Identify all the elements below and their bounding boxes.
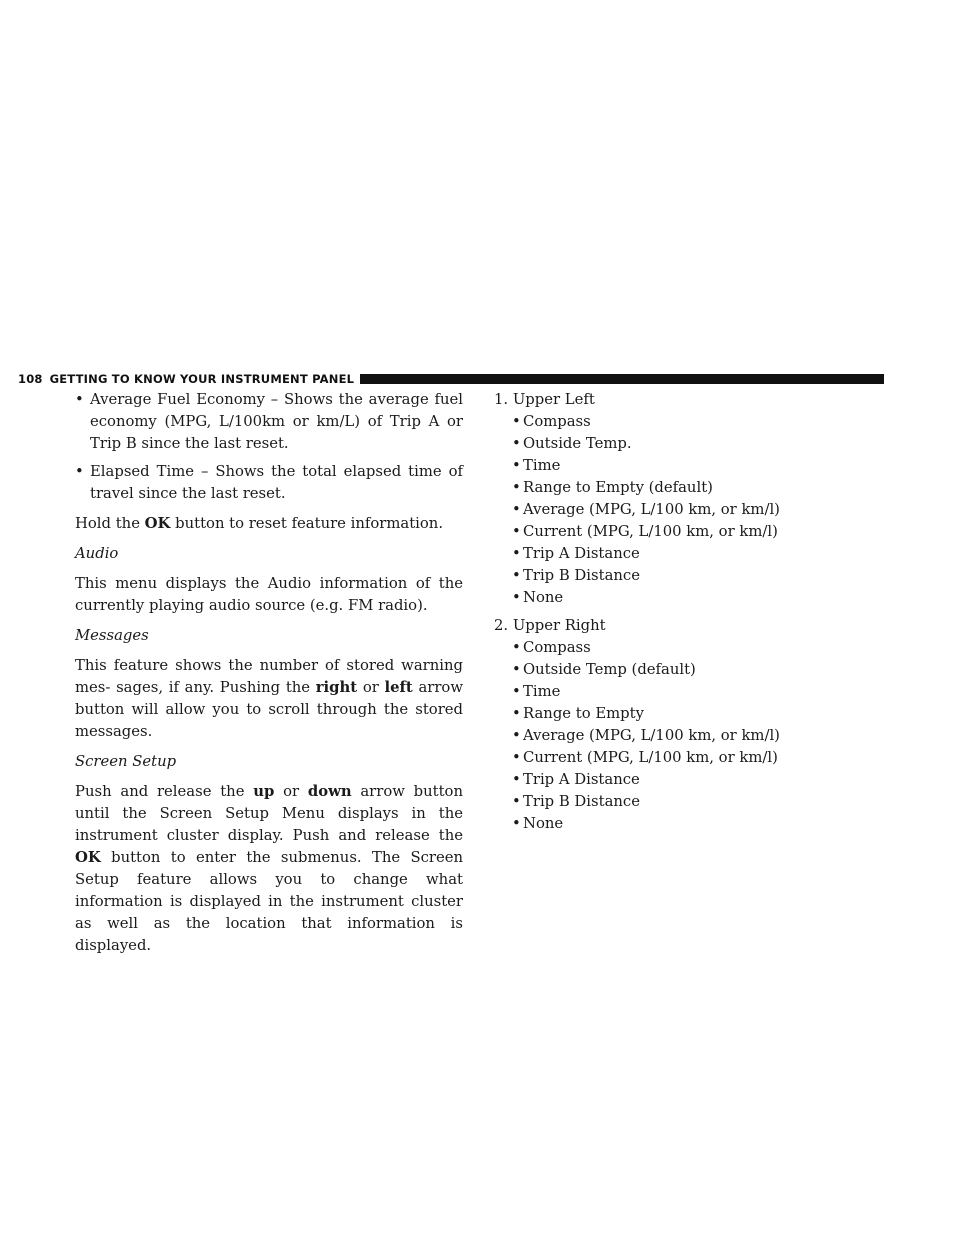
list-item: • Trip B Distance: [512, 565, 894, 587]
list-item: • Outside Temp.: [512, 433, 894, 455]
upper-left-list: [494, 389, 894, 609]
list-item: • None: [512, 813, 894, 835]
list-item: • None: [512, 587, 894, 609]
bullet-icon: •: [512, 545, 521, 562]
bullet-average-fuel-economy: [75, 389, 463, 455]
audio-heading: Audio: [75, 545, 119, 562]
bullet-icon: •: [512, 479, 521, 496]
bullet-icon: •: [512, 589, 521, 606]
upper-right-label: 2. Upper Right: [494, 617, 606, 634]
bullet-icon: •: [75, 463, 84, 480]
upper-left-label: 1. Upper Left: [494, 391, 595, 408]
list-item: • Trip A Distance: [512, 543, 894, 565]
left-column: [75, 389, 463, 965]
bullet-elapsed-time: [75, 461, 463, 505]
ok-keyword: OK: [75, 849, 101, 866]
bullet-icon: •: [512, 793, 521, 810]
list-item: • Compass: [512, 411, 894, 433]
bullet-icon: •: [512, 501, 521, 518]
bullet-icon: •: [512, 435, 521, 452]
list-item: • Average (MPG, L/100 km, or km/l): [512, 499, 894, 521]
screen-setup-paragraph: Push and release the up or down arrow button until the Screen Setup Menu displays in the instrument cluster display. Push and release the OK button to enter the submenus. The Screen Setup feature allows you to change what information is displayed in the instrument cluster as well as the location that information is displayed.: [75, 783, 463, 954]
ok-keyword: OK: [144, 515, 171, 532]
messages-heading: Messages: [75, 627, 149, 644]
right-keyword: right: [315, 679, 358, 696]
hold-ok-paragraph: Hold the OK button to reset feature information.: [75, 515, 444, 532]
bullet-icon: •: [512, 457, 521, 474]
bullet-icon: •: [512, 683, 521, 700]
bullet-text: Elapsed Time – Shows the total elapsed time of travel since the last reset.: [90, 463, 463, 502]
list-item: • Outside Temp (default): [512, 659, 894, 681]
list-item: • Range to Empty: [512, 703, 894, 725]
bullet-icon: •: [512, 661, 521, 678]
header-rule: [360, 374, 884, 384]
bullet-icon: •: [512, 815, 521, 832]
down-keyword: down: [307, 783, 352, 800]
audio-paragraph: This menu displays the Audio information of the currently playing audio source (e.g. FM radio).: [75, 575, 463, 614]
bullet-icon: •: [75, 391, 84, 408]
bullet-text: Average Fuel Economy – Shows the average fuel economy (MPG, L/100km or km/L) of Trip A or Trip B since the last reset.: [90, 391, 463, 452]
messages-paragraph: This feature shows the number of stored warning mes- sages, if any. Pushing the right or left arrow button will allow you to scroll through the stored messages.: [75, 657, 464, 740]
up-keyword: up: [253, 783, 275, 800]
left-keyword: left: [384, 679, 413, 696]
list-item: • Average (MPG, L/100 km, or km/l): [512, 725, 894, 747]
bullet-icon: •: [512, 567, 521, 584]
page-number: 108: [18, 372, 43, 386]
upper-right-options: [494, 637, 894, 835]
bullet-icon: •: [512, 749, 521, 766]
list-item: • Trip A Distance: [512, 769, 894, 791]
list-item: • Current (MPG, L/100 km, or km/l): [512, 747, 894, 769]
upper-left-options: [494, 411, 894, 609]
bullet-icon: •: [512, 705, 521, 722]
bullet-icon: •: [512, 413, 521, 430]
list-item: • Time: [512, 455, 894, 477]
list-item: • Trip B Distance: [512, 791, 894, 813]
screen-setup-heading: Screen Setup: [75, 753, 177, 770]
list-item: • Time: [512, 681, 894, 703]
bullet-icon: •: [512, 639, 521, 656]
list-item: • Current (MPG, L/100 km, or km/l): [512, 521, 894, 543]
list-item: • Range to Empty (default): [512, 477, 894, 499]
bullet-icon: •: [512, 727, 521, 744]
right-column: [494, 389, 894, 841]
page-header: [18, 372, 884, 386]
upper-right-list: [494, 615, 894, 835]
bullet-icon: •: [512, 771, 521, 788]
bullet-icon: •: [512, 523, 521, 540]
list-item: • Compass: [512, 637, 894, 659]
section-title: GETTING TO KNOW YOUR INSTRUMENT PANEL: [49, 372, 355, 386]
